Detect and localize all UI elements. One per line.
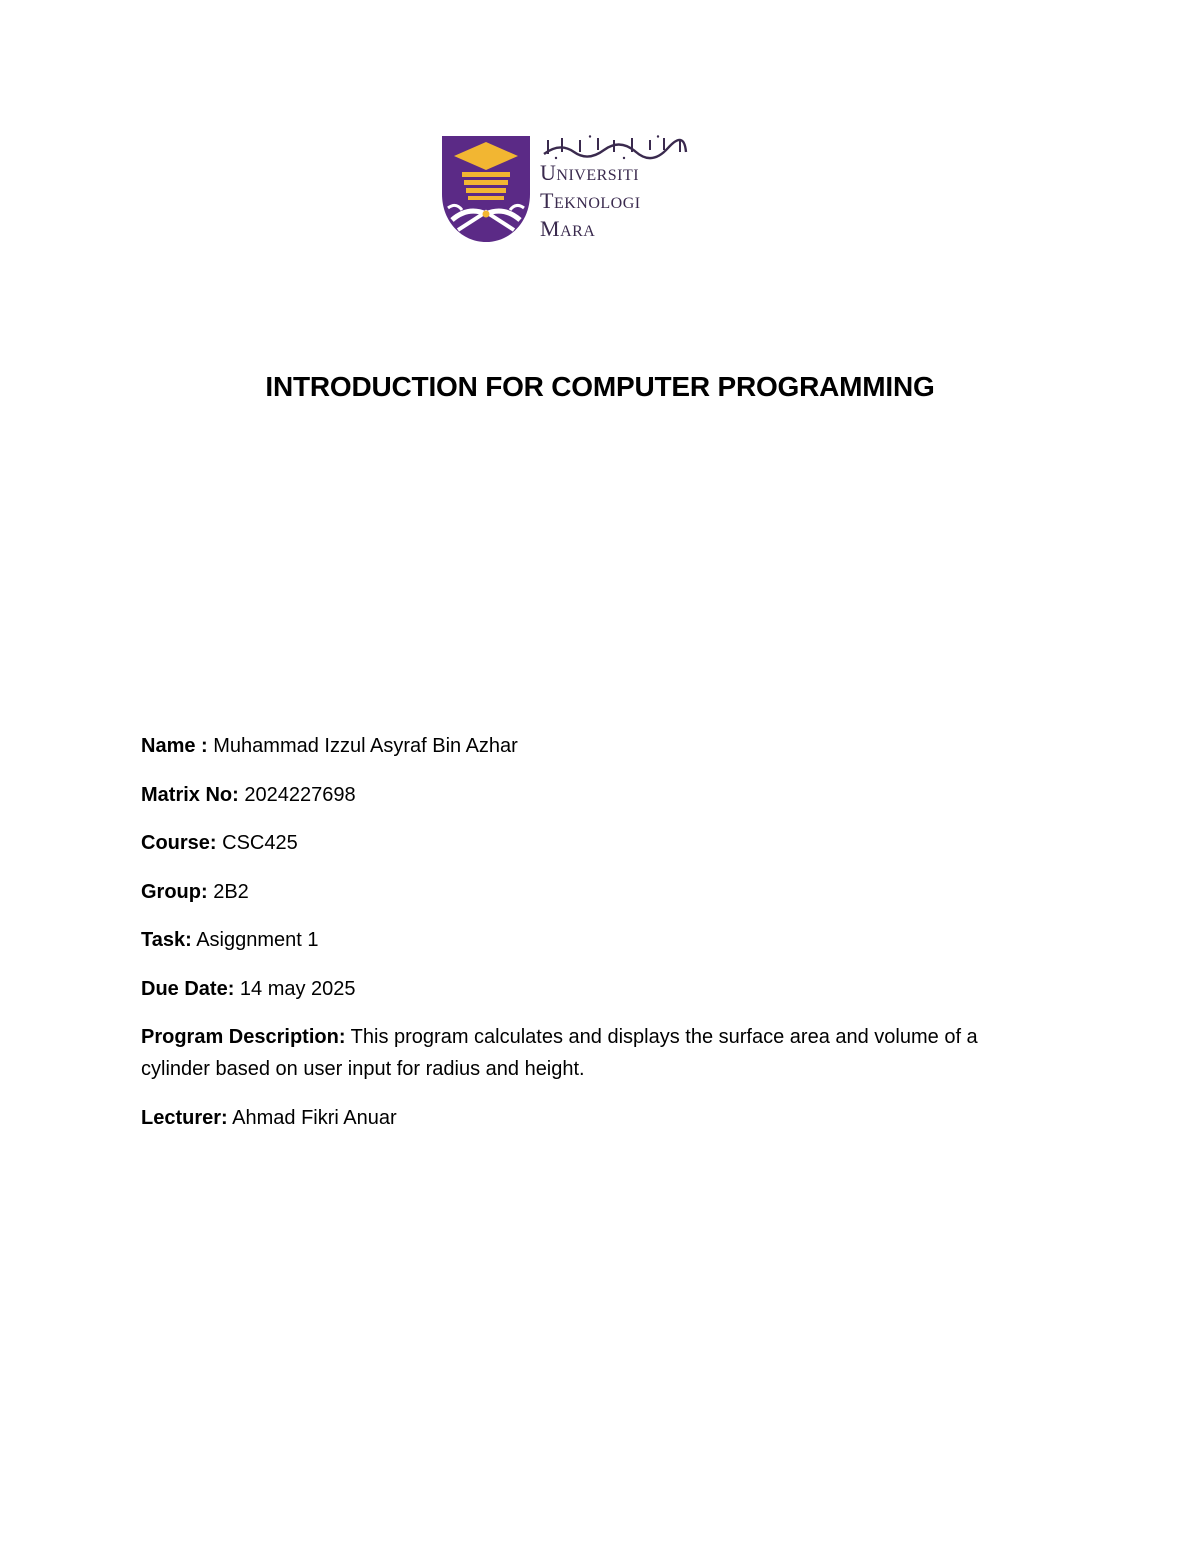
field-matrix-no: Matrix No: 2024227698 <box>141 783 356 806</box>
field-program-description: Program Description: This program calculates and displays the surface area and volume of a cylinder based on user input for radius and height. <box>141 1026 978 1080</box>
student-details <box>141 730 1041 1150</box>
field-name: Name : Muhammad Izzul Asyraf Bin Azhar <box>141 735 518 757</box>
logo-wordmark <box>540 160 641 244</box>
field-due-date: Due Date: 14 may 2025 <box>141 977 356 1000</box>
logo-word-2: TEKNOLOGI <box>540 188 641 213</box>
jawi-script-mark <box>540 134 690 160</box>
university-logo <box>442 134 694 244</box>
field-task: Task: Asiggnment 1 <box>141 929 319 951</box>
logo-word-1: UNIVERSITI <box>540 160 640 185</box>
document-title: INTRODUCTION FOR COMPUTER PROGRAMMING <box>265 371 935 402</box>
field-lecturer: Lecturer: Ahmad Fikri Anuar <box>141 1106 397 1129</box>
logo-word-3: MARA <box>540 216 596 241</box>
field-course: Course: CSC425 <box>141 832 298 854</box>
uitm-shield-icon <box>442 136 530 242</box>
field-group: Group: 2B2 <box>141 880 249 903</box>
